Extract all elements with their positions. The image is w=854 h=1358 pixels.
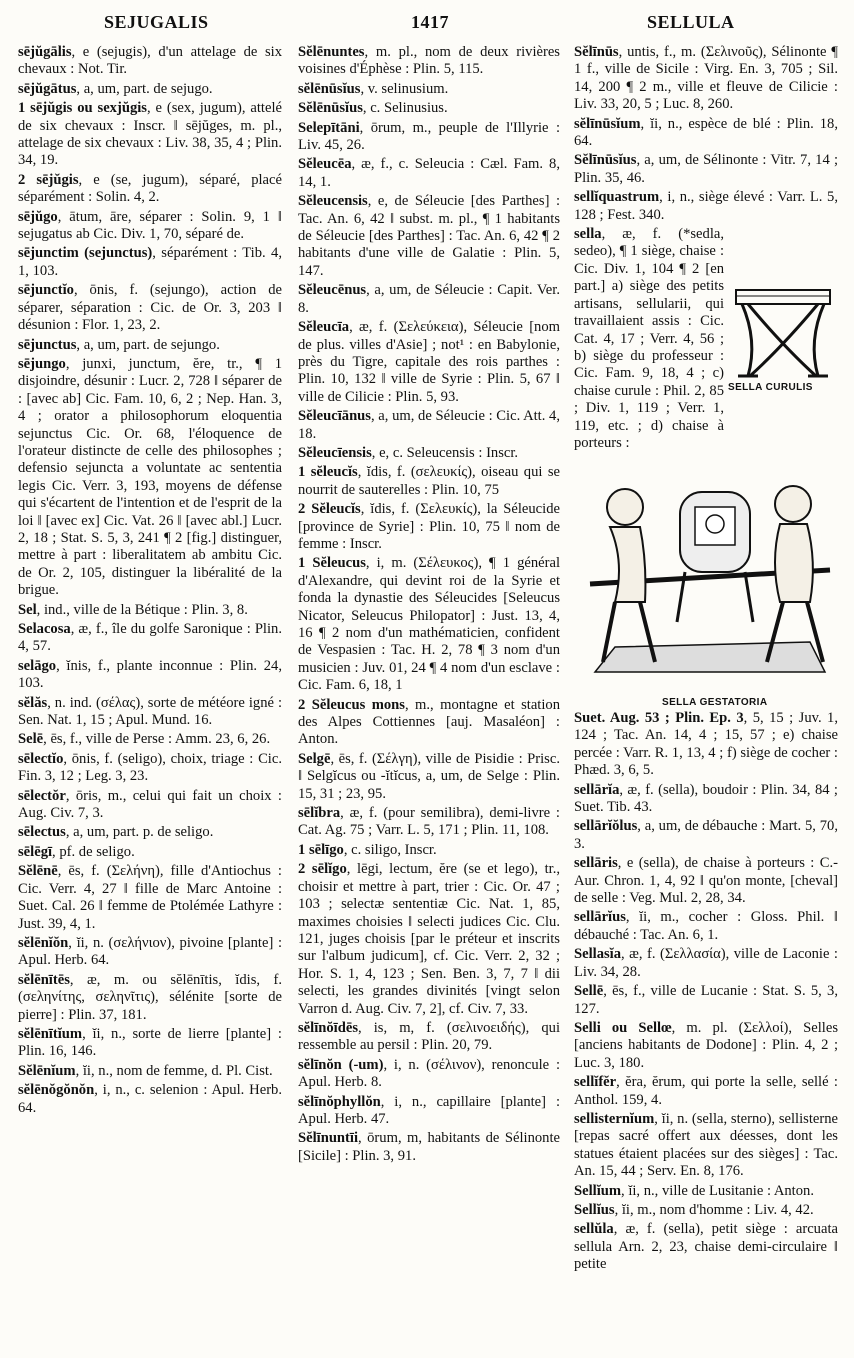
dictionary-entry: sēlectus, a, um, part. p. de seligo. xyxy=(18,824,214,841)
dictionary-entry: sēlĭbra, æ, f. (pour semilibra), demi-livre : Cat. Ag. 75 ; Varr. L. 5, 171 ; Plin. 11, 108. xyxy=(298,805,560,839)
dictionary-entry: sējunctĭo, ōnis, f. (sejungo), action de séparer, séparation : Cic. de Or. 3, 203 ‖ désunion : Flor. 1, 23, 2. xyxy=(18,282,282,334)
dictionary-entry: sējŭgātus, a, um, part. de sejugo. xyxy=(18,80,213,97)
dictionary-entry: Selē, ēs, f., ville de Perse : Amm. 23, 6, 26. xyxy=(18,731,271,748)
dictionary-entry: sellisternĭum, ĭi, n. (sella, sterno), sellisterne [repas sacré offert aux déesses, dont les statues étaient placées sur des sièges] : Tac. An. 15, 44 ; Serv. En. 8, 176. xyxy=(574,1110,838,1180)
dictionary-entry: sējunctus, a, um, part. de sejungo. xyxy=(18,336,220,353)
dictionary-entry: Suet. Aug. 53 ; Plin. Ep. 3, 5, 15 ; Juv. 1, 124 ; Tac. An. 14, 4 ; 15, 57 ; e) chaise percée : Varr. R. 1, 13, 4 ; f) siège de cocher : Phæd. 3, 6, 5. xyxy=(574,710,838,779)
dictionary-entry: 2 Sĕleucĭs, ĭdis, f. (Σελευκίς), la Séleucide [province de Syrie] : Plin. 10, 75 ‖ nom de femme : Inscr. xyxy=(298,501,560,552)
dictionary-entry: Sellĭum, ĭi, n., ville de Lusitanie : Anton. xyxy=(574,1182,814,1199)
dictionary-entry: sēlēgī, pf. de seligo. xyxy=(18,843,135,860)
dictionary-entry: sellāris, e (sella), de chaise à porteurs : C.-Aur. Chron. 1, 4, 92 ‖ qu'on monte, [cheval] de selle : Veg. Mul. 2, 28, 34. xyxy=(574,855,838,907)
dictionary-entry: sĕlēnītēs, æ, m. ou sĕlēnītis, ĭdis, f. (σεληνίτης, σεληνῖτις), sélénite [sorte de pierre] : Plin. 37, 181. xyxy=(18,971,282,1023)
dictionary-entry: Sĕlīnūsĭus, a, um, de Sélinonte : Vitr. 7, 14 ; Plin. 35, 46. xyxy=(574,152,838,186)
dictionary-entry: 2 sējŭgis, e (se, jugum), séparé, placé séparément : Solin. 4, 2. xyxy=(18,171,282,206)
dictionary-entry: Sĕlēnūsĭus, c. Selinusius. xyxy=(298,100,448,117)
dictionary-entry: Sĕleucēa, æ, f., c. Seleucia : Cæl. Fam. 8, 14, 1. xyxy=(298,156,560,190)
dictionary-entry: Sĕlīnuntīi, ōrum, m, habitants de Sélinonte [Sicile] : Plin. 3, 91. xyxy=(298,1130,560,1164)
dictionary-entry: sellŭla, æ, f. (sella), petit siège : arcuata sellula Arn. 2, 23, chaise demi-circulaire ‖ petite xyxy=(574,1221,838,1273)
dictionary-entry: Selli ou Sellœ, m. pl. (Σελλοί), Selles [anciens habitants de Dodone] : Plin. 4, 2 ; Luc. 3, 180. xyxy=(574,1019,838,1071)
dictionary-entry: sējungo, junxi, junctum, ĕre, tr., ¶ 1 disjoindre, désunir : Lucr. 2, 728 ‖ séparer de : [avec ab] Cic. Fam. 10, 6, 2 ; Nep. Han. 3, 4 ; orator a philosophorum eloquentia sejunctus Cic. Or. 68, l'éloquence de l'orateur distincte de celle des philosophes ; defensio sejuncta a voluntate ac sententia legis Cic. Verr. 3, 193, moyens de défense qui s'écartent de l'intention et de l'esprit de la loi ‖ [avec ex] Cic. Vat. 26 ‖ [avec abl.] Lucr. 2, 18 ; Stat. S. 5, 3, 241 ¶ 2 [fig.] distinguer, mettre à part : liberalitatem ab ambitu Cic. de Or. 2, 105, distinguer la libéralité de la brigue. xyxy=(18,355,282,599)
dictionary-entry: Selacosa, æ, f., île du golfe Saronique : Plin. 4, 57. xyxy=(18,621,282,655)
dictionary-entry: sellĭfĕr, ĕra, ĕrum, qui porte la selle, sellé : Anthol. 159, 4. xyxy=(574,1074,838,1108)
dictionary-entry: sĕlăs, n. ind. (σέλας), sorte de météore igné : Sen. Nat. 1, 15 ; Apul. Mund. 16. xyxy=(18,694,282,729)
sella-gestatoria-illustration xyxy=(585,472,835,682)
dictionary-entry: sellĭquastrum, i, n., siège élevé : Varr. L. 5, 128 ; Fest. 340. xyxy=(574,189,838,223)
dictionary-entry: 2 sēlĭgo, lēgi, lectum, ĕre (se et lego), tr., choisir et mettre à part, trier : Cic. Or. 47 ; 103 ; selectæ sententiæ Cic. Nat. 1, 85, maximes choisies ‖ selecti judices Cic. Clu. 121, juges choisis [par le préteur et inscrits sur l'album judicum], cf. Cic. Verr. 2, 32 ; Hor. S. 1, 4, 123 ; Sen. Ben. 3, 7, 7 ‖ dii selecti, les grandes divinités [vingt selon Varron d. Aug. Civ. 7, 2], cf. Civ. 7, 33. xyxy=(298,861,561,1017)
dictionary-entry: sĕlēnītĭum, ĭi, n., sorte de lierre [plante] : Plin. 16, 146. xyxy=(18,1025,282,1060)
dictionary-entry: 1 sēlīgo, c. siligo, Inscr. xyxy=(298,841,437,858)
column-1 xyxy=(18,44,282,1119)
dictionary-entry: 1 sējŭgis ou sexjŭgis, e (sex, jugum), attelé de six chevaux : Inscr. ‖ sējŭges, m. pl., attelage de six chevaux : Liv. 38, 35, 4 ; Plin. 34, 19. xyxy=(18,100,282,169)
figure-caption-curulis: SELLA CURULIS xyxy=(728,382,813,393)
dictionary-entry: sēlectŏr, ōris, m., celui qui fait un choix : Aug. Civ. 7, 3. xyxy=(18,787,282,822)
column-2 xyxy=(298,44,560,1167)
dictionary-entry: Sĕlēnĭum, ĭi, n., nom de femme, d. Pl. Cist. xyxy=(18,1062,273,1079)
dictionary-entry: Sĕlēnuntes, m. pl., nom de deux rivières voisines d'Éphèse : Plin. 5, 115. xyxy=(298,44,560,78)
running-head-right: SELLULA xyxy=(647,12,735,32)
dictionary-entry-sella: sella, æ, f. (*sedla, sedeo), ¶ 1 siège, chaise : Cic. Div. 1, 104 ¶ 2 [en part.] a) siège des petits artisans, sellularii, qui travaillaient assis : Cic. Cat. 4, 17 ; Verr. 4, 56 ; b) siège du professeur : Cic. Fam. 9, 18, 4 ; c) chaise curule : Phil. 2, 85 ; Div. 1, 119 ; Verr. 1, 119, etc. ; d) chaise à porteurs : xyxy=(574,226,724,451)
dictionary-entry: sellārĭa, æ, f. (sella), boudoir : Plin. 34, 84 ; Suet. Tib. 43. xyxy=(574,781,838,816)
dictionary-entry: sĕlīnŏn (-um), i, n. (σέλινον), renoncule : Apul. Herb. 8. xyxy=(298,1056,561,1091)
dictionary-entry: selāgo, ĭnis, f., plante inconnue : Plin. 24, 103. xyxy=(18,657,282,692)
dictionary-entry: Sĕleucīensis, e, c. Seleucensis : Inscr. xyxy=(298,444,519,461)
dictionary-entry: Sel, ind., ville de la Bétique : Plin. 3, 8. xyxy=(18,601,248,618)
dictionary-entry: 2 Sĕleucus mons, m., montagne et station des Alpes Cottiennes [auj. Masaléon] : Anton. xyxy=(298,696,561,748)
dictionary-entry: Sĕlēnē, ēs, f. (Σελήνη), fille d'Antiochus : Cic. Verr. 4, 27 ‖ fille de Marc Antoine : Suet. Cal. 26 ‖ femme de Ptolémée Lathyre : Just. 39, 4, 1. xyxy=(18,863,282,932)
dictionary-entry: Sĕlīnūs, untis, f., m. (Σελινοῦς), Sélinonte ¶ 1 f., ville de Sicile : Virg. En. 3, 705 ; Sil. 14, 200 ¶ 2 m., ville et fleuve de Cilicie : Liv. 33, 20, 5 ; Luc. 8, 260. xyxy=(574,44,838,113)
dictionary-entry: Sĕleucīānus, a, um, de Séleucie : Cic. Att. 4, 18. xyxy=(298,408,560,442)
running-head-left: SEJUGALIS xyxy=(104,12,209,32)
dictionary-entry: sellārĭŏlus, a, um, de débauche : Mart. 5, 70, 3. xyxy=(574,818,838,852)
dictionary-entry: sĕlīnŏīdēs, is, m, f. (σελινοειδής), qui ressemble au persil : Plin. 20, 79. xyxy=(298,1019,560,1054)
figure-caption-gestatoria: SELLA GESTATORIA xyxy=(662,697,768,708)
dictionary-entry: 1 sĕleucĭs, ĭdis, f. (σελευκίς), oiseau qui se nourrit de sauterelles : Plin. 10, 75 xyxy=(298,464,560,498)
dictionary-entry: Selgē, ēs, f. (Σέλγη), ville de Pisidie : Prisc. ‖ Selgĭcus ou -ĭtĭcus, a, um, de Selge : Plin. 15, 31 ; 23, 95. xyxy=(298,750,560,802)
dictionary-entry: sellārĭus, ĭi, m., cocher : Gloss. Phil. ‖ débauché : Tac. An. 6, 1. xyxy=(574,909,838,943)
dictionary-entry: sĕlēnūsĭus, v. selinusium. xyxy=(298,80,449,97)
dictionary-entry: 1 Sĕleucus, i, m. (Σέλευκος), ¶ 1 général d'Alexandre, qui devint roi de la Syrie et fonda la dynastie des Séleucides [Seleucus Nicator, Seleucus Philopator] : Just. 13, 4, 16 ¶ 2 nom d'un mathématicien, confident de Vespasien : Tac. H. 2, 78 ¶ 3 nom d'un musicien : Juv. 01, 24 ¶ 4 nom d'un esclave : Cic. Fam. 6, 18, 1 xyxy=(298,555,561,694)
dictionary-entry: sĕlēnŏgŏnŏn, i, n., c. selenion : Apul. Herb. 64. xyxy=(18,1082,282,1116)
dictionary-entry: Sĕleucēnus, a, um, de Séleucie : Capit. Ver. 8. xyxy=(298,282,560,316)
column-3-bottom xyxy=(574,710,838,1276)
dictionary-entry: sējŭgo, ātum, āre, séparer : Solin. 9, 1 ‖ sejugatus ab Cic. Div. 1, 70, séparé de. xyxy=(18,208,282,243)
dictionary-entry: Selepītāni, ōrum, m., peuple de l'Illyrie : Liv. 45, 26. xyxy=(298,119,560,154)
dictionary-entry: Sellasĭa, æ, f. (Σελλασία), ville de Laconie : Liv. 34, 28. xyxy=(574,946,838,980)
dictionary-entry: sĕlīnūsĭum, ĭi, n., espèce de blé : Plin. 18, 64. xyxy=(574,115,838,150)
dictionary-entry: Sellē, ēs, f., ville de Lucanie : Stat. S. 5, 3, 127. xyxy=(574,983,838,1017)
dictionary-entry: Sĕleucīa, æ, f. (Σελεύκεια), Séleucie [nom de plus. villes d'Asie] ; not¹ : en Babylonie, près du Tigre, capitale des rois parthes : Plin. 10, 132 ‖ ville de Syrie : Plin. 5, 67 ‖ ville de Cilicie : Plin. 5, 93. xyxy=(298,319,560,405)
page-header xyxy=(0,8,854,38)
dictionary-entry: sēlectĭo, ōnis, f. (seligo), choix, triage : Cic. Fin. 3, 12 ; Leg. 3, 23. xyxy=(18,750,282,785)
dictionary-entry: Sĕleucensis, e, de Séleucie [des Parthes] : Tac. An. 6, 42 ‖ subst. m. pl., ¶ 1 habitants de Séleucie [des Parthes] : Tac. An. 6, 42 ¶ 2 habitants d'une ville de Galatie : Plin. 5, 147. xyxy=(298,193,560,279)
sella-curulis-illustration xyxy=(728,286,838,382)
page-number: 1417 xyxy=(411,12,449,32)
dictionary-entry: sĕlēnĭŏn, ĭi, n. (σελήνιον), pivoine [plante] : Apul. Herb. 64. xyxy=(18,934,282,969)
dictionary-entry: sējunctim (sejunctus), séparément : Tib. 4, 1, 103. xyxy=(18,245,282,279)
dictionary-entry: Sellĭus, ĭi, m., nom d'homme : Liv. 4, 42. xyxy=(574,1201,814,1218)
dictionary-entry: sējŭgālis, e (sejugis), d'un attelage de six chevaux : Not. Tir. xyxy=(18,44,282,78)
dictionary-entry: sĕlīnŏphyllŏn, i, n., capillaire [plante] : Apul. Herb. 47. xyxy=(298,1093,560,1127)
